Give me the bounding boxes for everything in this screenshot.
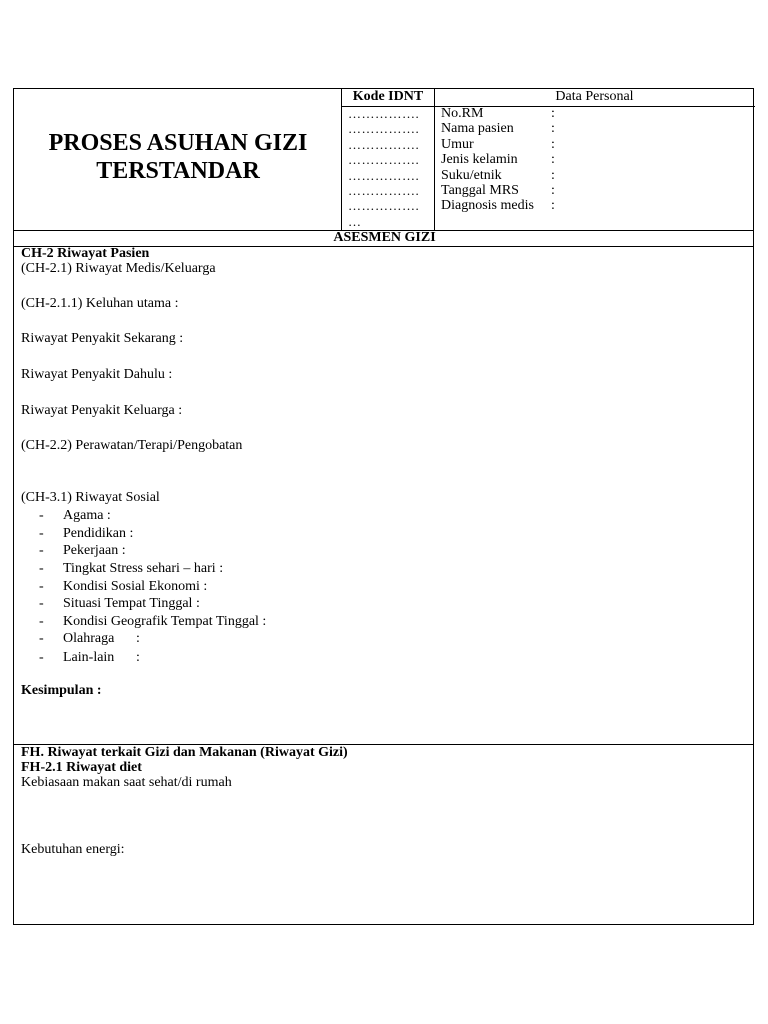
kebutuhan-energi[interactable]: Kebutuhan energi:: [21, 842, 125, 857]
list-item-label: Agama :: [63, 508, 111, 523]
list-dash: -: [39, 650, 44, 665]
field-label: Umur: [441, 136, 474, 152]
data-personal-header: Data Personal: [555, 89, 634, 104]
form-title: [14, 129, 342, 185]
field-suku-etnik[interactable]: [441, 168, 741, 183]
list-dash: -: [39, 596, 44, 611]
field-label: No.RM: [441, 106, 484, 121]
list-dash: -: [39, 561, 44, 576]
field-colon: :: [551, 167, 555, 183]
field-label: Diagnosis medis: [441, 198, 534, 214]
list-dash: -: [39, 543, 44, 558]
riwayat-penyakit-dahulu[interactable]: Riwayat Penyakit Dahulu :: [21, 367, 173, 382]
field-nama-pasien[interactable]: [441, 121, 741, 136]
list-item-label: Pekerjaan :: [63, 543, 126, 558]
list-item-label: Kondisi Sosial Ekonomi :: [63, 579, 208, 594]
field-tanggal-mrs[interactable]: [441, 183, 741, 198]
field-no-rm[interactable]: [441, 106, 741, 121]
field-colon: :: [551, 182, 555, 198]
kode-idnt-entry[interactable]: …: [348, 213, 362, 229]
field-label: Jenis kelamin: [441, 152, 518, 168]
kode-idnt-entry[interactable]: …………….: [348, 198, 420, 214]
field-colon: :: [551, 106, 555, 121]
form-title-line-1: PROSES ASUHAN GIZI: [48, 130, 308, 156]
kode-idnt-entry[interactable]: …………….: [348, 106, 420, 121]
field-label: Nama pasien: [441, 121, 514, 137]
form-title-line-2: TERSTANDAR: [96, 158, 260, 184]
list-item-label: Tingkat Stress sehari – hari :: [63, 561, 224, 576]
riwayat-penyakit-keluarga[interactable]: Riwayat Penyakit Keluarga :: [21, 403, 183, 418]
list-dash: -: [39, 614, 44, 629]
nutrition-care-form: [13, 88, 754, 925]
list-item-label: Olahraga: [63, 631, 115, 646]
field-label: Suku/etnik: [441, 167, 502, 183]
kebiasaan-makan[interactable]: Kebiasaan makan saat sehat/di rumah: [21, 775, 232, 790]
kode-idnt-entry[interactable]: …………….: [348, 121, 420, 137]
riwayat-penyakit-sekarang[interactable]: Riwayat Penyakit Sekarang :: [21, 331, 184, 346]
kode-idnt-entry[interactable]: …………….: [348, 136, 420, 152]
field-colon: :: [551, 121, 555, 137]
ch2-keluhan-utama[interactable]: (CH-2.1.1) Keluhan utama :: [21, 296, 179, 311]
ch3-1-riwayat-sosial: (CH-3.1) Riwayat Sosial: [21, 490, 160, 505]
kesimpulan-label[interactable]: Kesimpulan :: [21, 683, 102, 698]
kode-idnt-entry[interactable]: …………….: [348, 152, 420, 168]
kode-idnt-entry[interactable]: …………….: [348, 182, 420, 198]
kode-idnt-header: Kode IDNT: [352, 89, 424, 104]
divider-kode-right: [434, 89, 435, 230]
field-colon: :: [551, 136, 555, 152]
list-item-colon: :: [136, 631, 140, 646]
kode-idnt-entry[interactable]: …………….: [348, 167, 420, 183]
fh-heading: FH. Riwayat terkait Gizi dan Makanan (Riwayat Gizi): [21, 745, 348, 760]
list-item-label: Situasi Tempat Tinggal :: [63, 596, 200, 611]
list-item-label: Pendidikan :: [63, 526, 134, 541]
ch2-heading: CH-2 Riwayat Pasien: [21, 246, 150, 261]
field-colon: :: [551, 198, 555, 214]
list-item-label: Kondisi Geografik Tempat Tinggal :: [63, 614, 267, 629]
fh-2-1-heading: FH-2.1 Riwayat diet: [21, 760, 142, 775]
ch2-2-perawatan[interactable]: (CH-2.2) Perawatan/Terapi/Pengobatan: [21, 438, 243, 453]
list-item-colon: :: [136, 650, 140, 665]
field-umur[interactable]: [441, 137, 741, 152]
list-dash: -: [39, 526, 44, 541]
kode-idnt-entries: [348, 106, 419, 229]
field-diagnosis-medis[interactable]: [441, 198, 741, 213]
list-dash: -: [39, 631, 44, 646]
personal-data-fields: [441, 106, 741, 214]
ch2-1-medis: (CH-2.1) Riwayat Medis/Keluarga: [21, 261, 216, 276]
list-dash: -: [39, 508, 44, 523]
field-jenis-kelamin[interactable]: [441, 152, 741, 167]
field-colon: :: [551, 152, 555, 168]
list-item-label: Lain-lain: [63, 650, 115, 665]
field-label: Tanggal MRS: [441, 182, 519, 198]
list-dash: -: [39, 579, 44, 594]
asesmen-gizi-heading: ASESMEN GIZI: [333, 230, 436, 245]
